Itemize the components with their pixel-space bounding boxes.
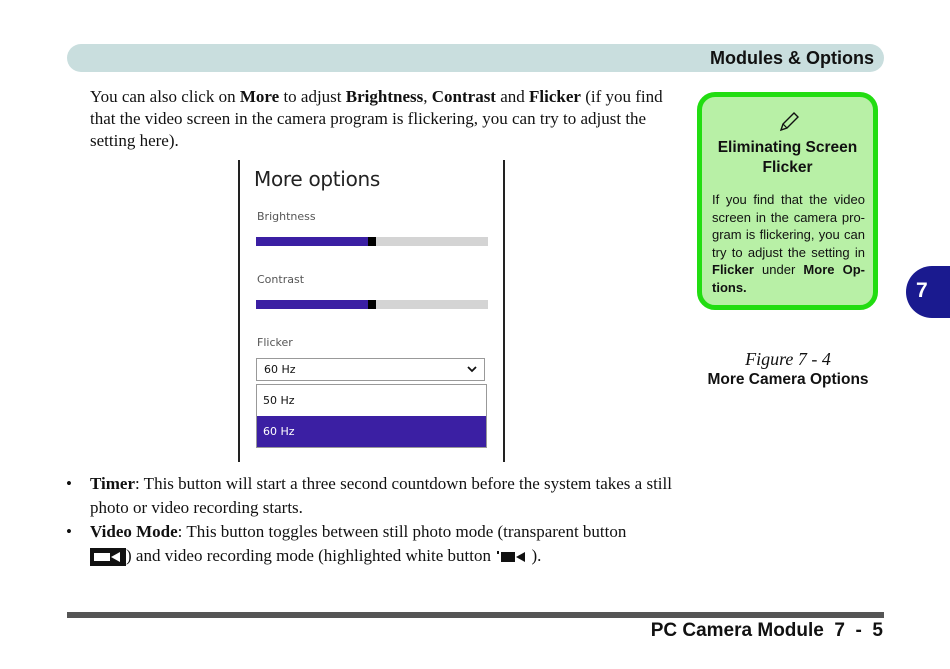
chapter-tab [906,266,950,318]
intro-brightness: Brightness [345,87,424,106]
video-camera-transparent-icon [90,548,126,566]
video-mode-text: : This button toggles between still photo mode (transparent button [177,522,627,541]
chevron-down-icon [466,363,478,375]
bullet-list [66,472,686,568]
flicker-option-50hz[interactable]: 50 Hz [263,394,295,407]
flicker-select-value: 60 Hz [264,363,296,376]
intro-text: You can also click on [90,87,240,106]
timer-label: Timer [90,474,136,493]
intro-flicker: Flicker [529,87,581,106]
note-more-options: More Op-tions. [712,262,865,295]
flicker-dropdown [256,384,487,448]
header-bar [67,44,884,72]
intro-text: to adjust [279,87,346,106]
note-title: Eliminating Screen Flicker [717,139,858,176]
note-box [697,92,878,310]
intro-text: and [495,87,530,106]
timer-text: : This button will start a three second countdown before the system takes a still photo or video recording starts. [90,474,672,517]
video-mode-label: Video Mode [90,522,178,541]
note-text: If you find that the video screen in the camera pro-gram is flickering, you can try to adjust the setting in [712,192,865,260]
note-body [712,191,865,297]
figure-title: More Camera Options [707,371,869,388]
panel-left-border [238,160,240,462]
note-flicker: Flicker [712,262,754,278]
more-options-panel [238,160,505,462]
flicker-option-60hz[interactable]: 60 Hz [257,416,486,447]
brightness-slider-thumb[interactable] [368,237,376,246]
note-text: under [753,262,804,278]
panel-title: More options [254,167,380,191]
intro-text: (if you find that the video screen in the camera program is flickering, you can try to adjust the setting here). [90,87,663,150]
footer-bar [67,612,884,618]
flicker-label: Flicker [257,336,293,349]
intro-contrast: Contrast [431,87,496,106]
intro-more: More [239,87,280,106]
bullet-dot: • [66,474,72,493]
brightness-label: Brightness [257,210,316,223]
bullet-dot: • [66,522,72,541]
contrast-label: Contrast [257,273,305,286]
bullet-timer [66,472,686,520]
video-mode-text: ) and video recording mode (highlighted white button [126,546,496,565]
chapter-number: 7 [916,279,928,302]
intro-text: , [423,87,432,106]
section-title: Modules & Options [710,48,874,68]
brightness-slider[interactable] [256,237,488,246]
contrast-slider[interactable] [256,300,488,309]
figure-number: Figure 7 - 4 [745,349,831,369]
footer-text: PC Camera Module 7 - 5 [650,620,883,641]
intro-paragraph [90,86,680,152]
pencil-icon [778,111,800,133]
figure-caption [700,348,876,389]
flicker-select[interactable] [256,358,485,381]
contrast-slider-thumb[interactable] [368,300,376,309]
contrast-slider-fill [256,300,372,309]
video-camera-highlighted-icon [495,549,527,565]
video-mode-text: ). [527,546,542,565]
bullet-video-mode [66,520,686,568]
panel-right-border [503,160,505,462]
brightness-slider-fill [256,237,372,246]
